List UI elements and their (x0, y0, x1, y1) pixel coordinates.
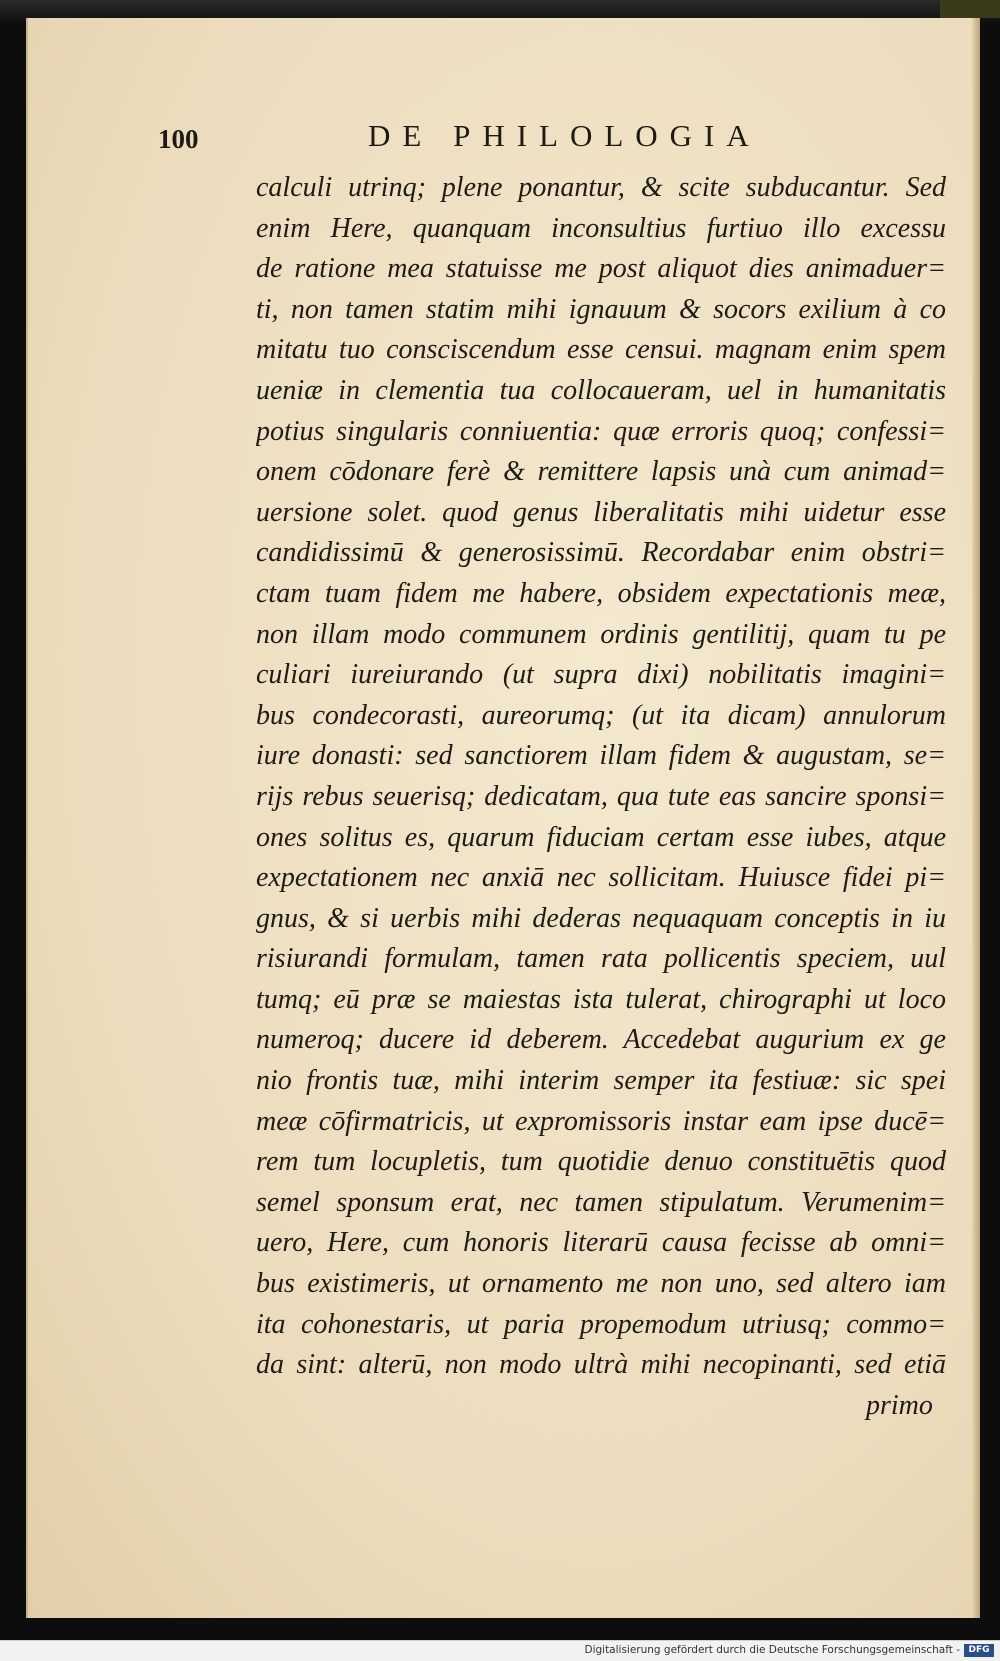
text-line: ita cohonestaris, ut paria propemodum utriusq; commo= (256, 1308, 946, 1340)
dfg-logo: DFG (964, 1644, 994, 1657)
text-line: risiurandi formulam, tamen rata pollicentis speciem, uul (256, 943, 946, 975)
text-line: da sint: alterū, non modo ultrà mihi necopinanti, sed etiā (256, 1349, 946, 1381)
text-line: de ratione mea statuisse me post aliquot dies animaduer= (256, 253, 946, 285)
text-line: nio frontis tuæ, mihi interim semper ita festiuæ: sic spei (256, 1065, 946, 1097)
text-line: onem cōdonare ferè & remittere lapsis unà cum animad= (256, 456, 946, 488)
text-line: rem tum locupletis, tum quotidie denuo constituētis quod (256, 1146, 946, 1178)
text-line: potius singularis conniuentia: quæ erroris quoq; confessi= (256, 415, 946, 447)
book-cover-corner (940, 0, 1000, 18)
text-line: iure donasti: sed sanctiorem illam fidem & augustam, se= (256, 740, 946, 772)
text-line: uersione solet. quod genus liberalitatis mihi uidetur esse (256, 496, 946, 528)
text-line: expectationem nec anxiā nec sollicitam. Huiusce fidei pi= (256, 862, 946, 894)
text-line: ti, non tamen statim mihi ignauum & socors exilium à co (256, 293, 946, 325)
footer-credit-text: Digitalisierung gefördert durch die Deutsche Forschungsgemeinschaft - (584, 1644, 960, 1656)
text-line: uero, Here, cum honoris literarū causa fecisse ab omni= (256, 1227, 946, 1259)
page-edge-shadow (972, 18, 980, 1618)
text-line: ctam tuam fidem me habere, obsidem expectationis meæ, (256, 577, 946, 609)
text-line: candidissimū & generosissimū. Recordabar enim obstri= (256, 537, 946, 569)
digitization-footer (0, 1640, 1000, 1661)
text-line: ones solitus es, quarum fiduciam certam esse iubes, atque (256, 821, 946, 853)
body-text (256, 168, 946, 1386)
text-line: tumq; eū præ se maiestas ista tulerat, chirographi ut loco (256, 983, 946, 1015)
text-line: semel sponsum erat, nec tamen stipulatum. Verumenim= (256, 1186, 946, 1218)
running-title: DE PHILOLOGIA (368, 118, 761, 153)
running-head (28, 106, 980, 154)
text-line: enim Here, quanquam inconsultius furtiuo illo excessu (256, 212, 946, 244)
text-line: calculi utrinq; plene ponantur, & scite subducantur. Sed (256, 172, 946, 203)
text-line: bus condecorasti, aureorumq; (ut ita dicam) annulorum (256, 699, 946, 731)
text-line: mitatu tuo consciscendum esse censui. magnam enim spem (256, 334, 946, 366)
text-line: non illam modo communem ordinis gentilitij, quam tu pe (256, 618, 946, 650)
text-line: rijs rebus seuerisq; dedicatam, qua tute eas sancire sponsi= (256, 780, 946, 812)
text-line: meæ cōfirmatricis, ut expromissoris instar eam ipse ducē= (256, 1105, 946, 1137)
text-line: numeroq; ducere id deberem. Accedebat augurium ex ge (256, 1024, 946, 1056)
catchword: primo (866, 1390, 933, 1421)
text-line: gnus, & si uerbis mihi dederas nequaquam conceptis in iu (256, 902, 946, 934)
book-page (26, 18, 980, 1618)
text-line: ueniæ in clementia tua collocaueram, uel in humanitatis (256, 374, 946, 406)
page-number: 100 (158, 124, 199, 154)
text-line: bus existimeris, ut ornamento me non uno, sed altero iam (256, 1268, 946, 1300)
text-line: culiari iureiurando (ut supra dixi) nobilitatis imagini= (256, 659, 946, 691)
